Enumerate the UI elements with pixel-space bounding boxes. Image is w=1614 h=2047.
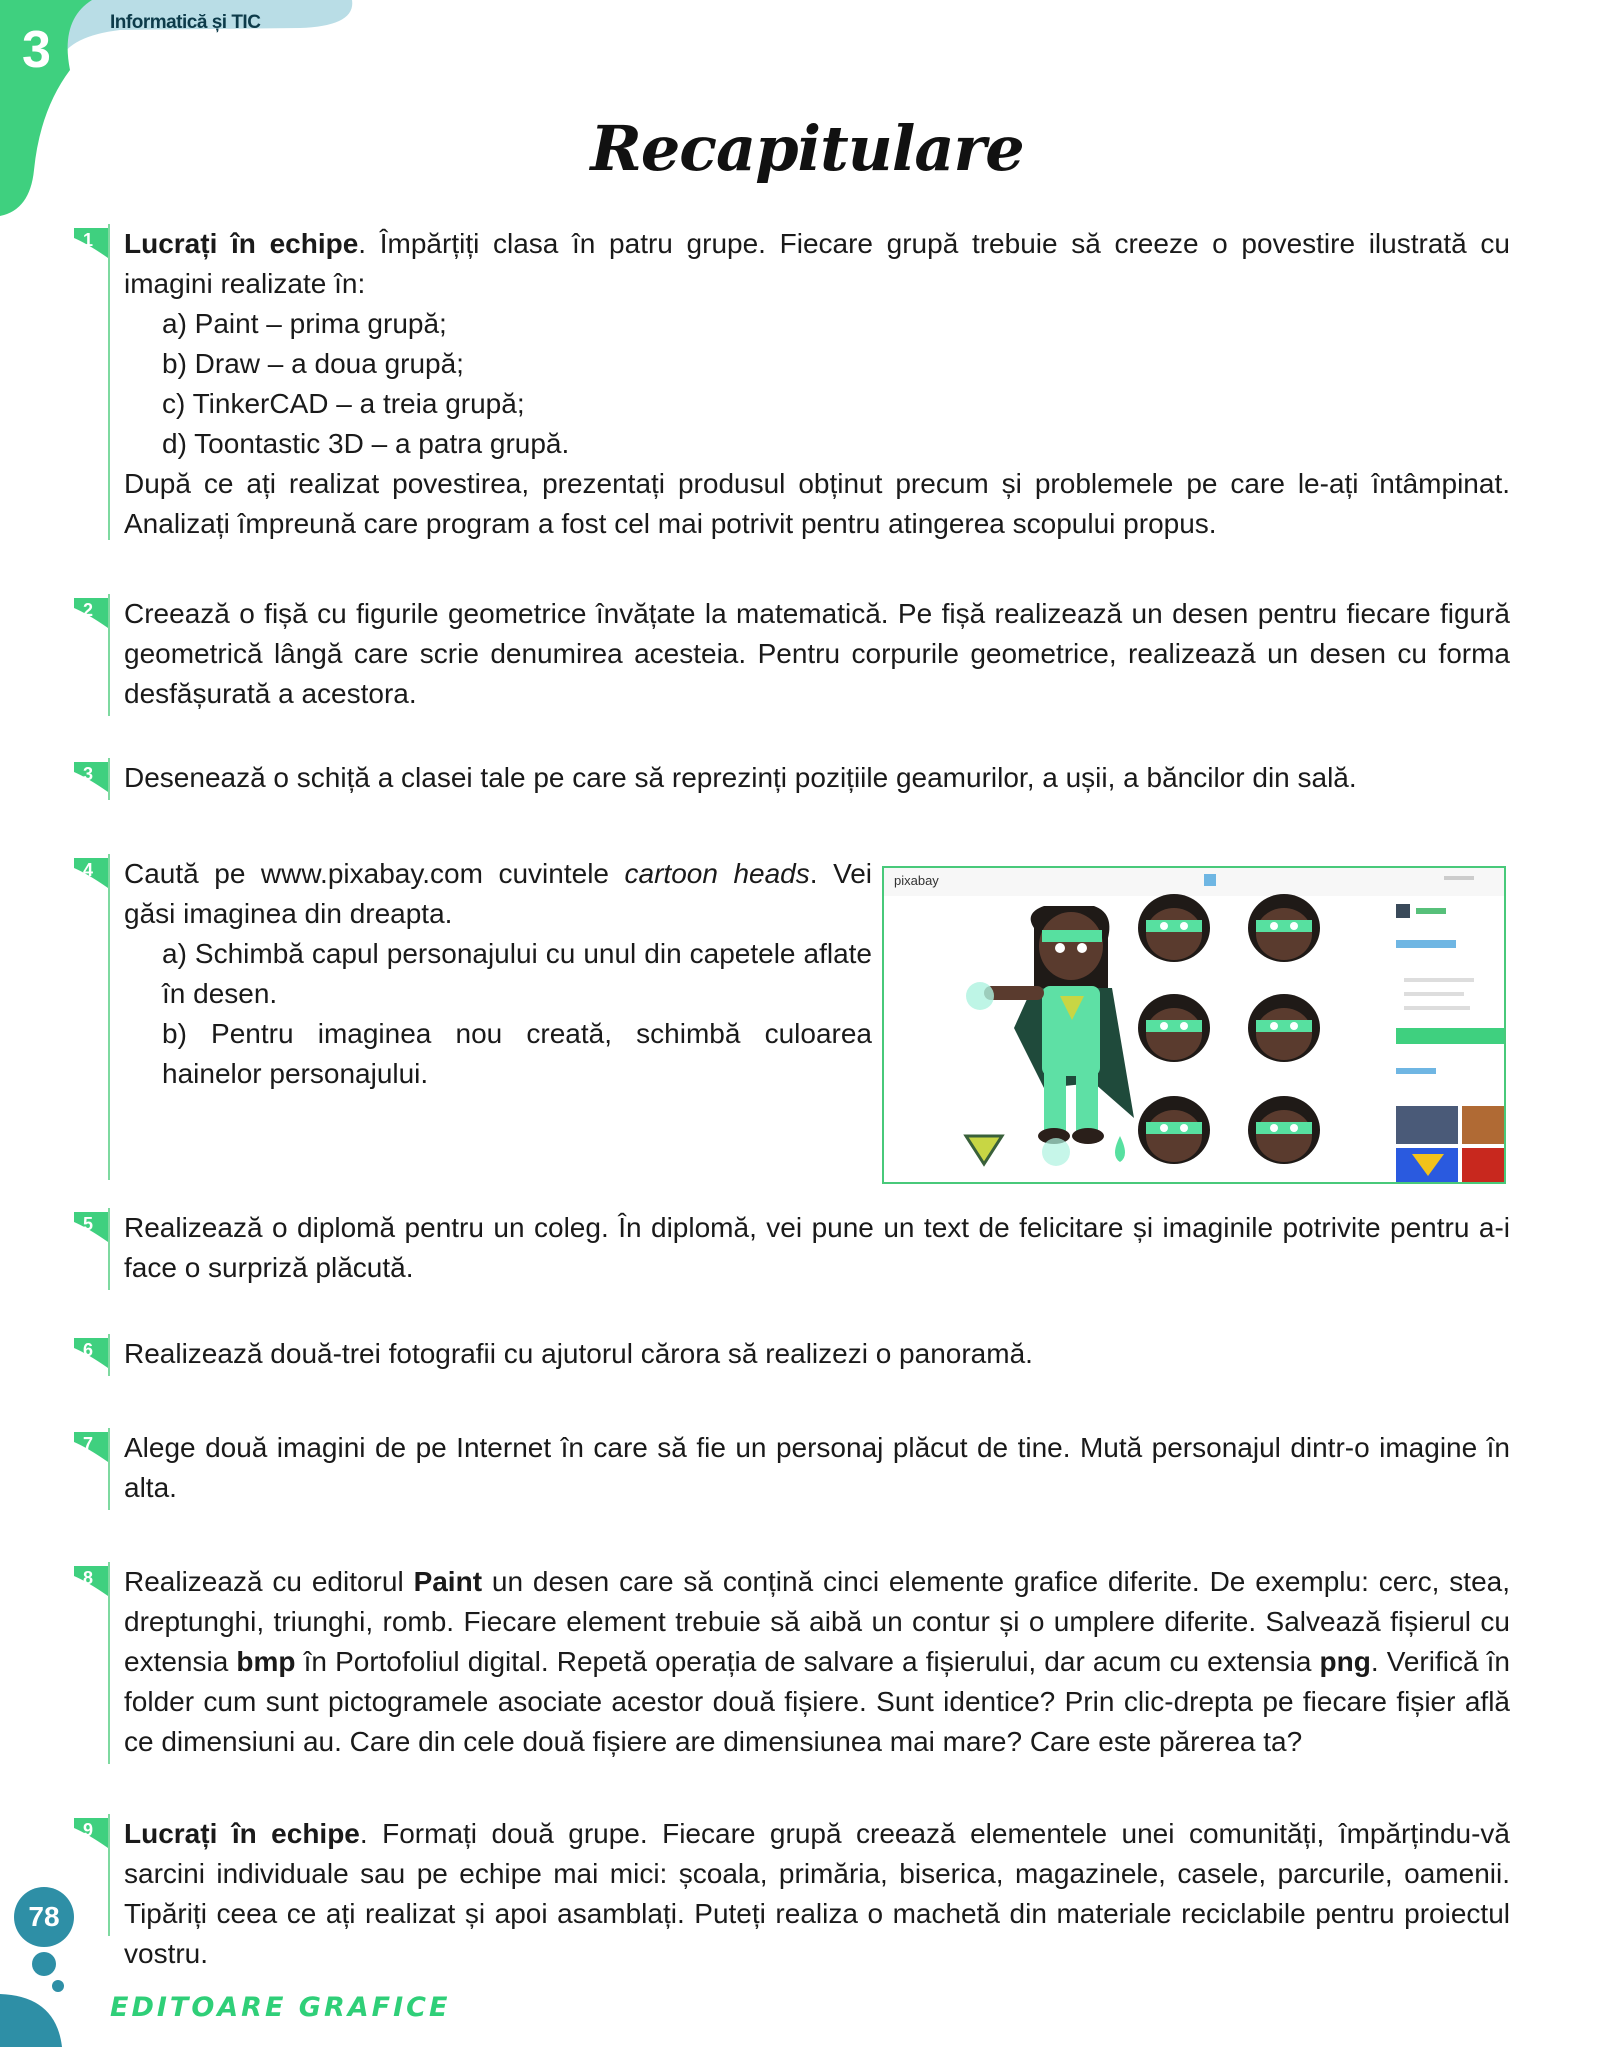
exercise-text: un desen care să conțină cinci elemente grafice diferite. De exemplu: cerc, stea, dreptunghi, triunghi, romb. Fiecare element trebuie să aibă un contur și o umplere diferite. Salvează fișierul cu extensia bbox=[124, 1566, 1510, 1677]
exercise-1 bbox=[82, 224, 1511, 540]
exercise-5 bbox=[82, 1208, 1510, 1290]
exercise-text: în Portofoliul digital. Repetă operația de salvare a fișierului, dar acum cu extensia bbox=[295, 1646, 1320, 1677]
list-item: a) Schimbă capul personajului cu unul din capetele aflate în desen. bbox=[162, 938, 872, 1009]
exercise-8 bbox=[82, 1562, 1510, 1764]
exercise-text: . Verifică în folder cum sunt pictogramele asociate acestor două fișiere. Sunt identice? Prin clic-drepta pe fiecare fișier află ce dimensiuni au. Care din cele două fișiere are dimensiunea mai mare? Care este părerea ta? bbox=[124, 1646, 1510, 1757]
exercise-text: . Împărțiți clasa în patru grupe. Fiecare grupă trebuie să creeze o povestire ilustrată cu imagini realizate în: bbox=[124, 228, 1511, 299]
list-item: a) Paint – prima grupă; bbox=[162, 308, 447, 339]
character-illustration bbox=[966, 906, 1134, 1166]
exercise-7 bbox=[82, 1428, 1510, 1510]
chapter-footer-title: EDITOARE GRAFICE bbox=[110, 1992, 451, 2023]
keyword: png bbox=[1319, 1646, 1371, 1677]
cartoon-heads-grid bbox=[1138, 894, 1320, 1164]
list-item: b) Draw – a doua grupă; bbox=[162, 348, 464, 379]
exercise-number-badge: 4 bbox=[74, 858, 112, 890]
exercise-lead-bold: Lucrați în echipe bbox=[124, 1818, 360, 1849]
list-item: c) TinkerCAD – a treia grupă; bbox=[162, 388, 525, 419]
exercise-lead-bold: Lucrați în echipe bbox=[124, 228, 359, 259]
exercise-text: Realizează o diplomă pentru un coleg. În diplomă, vei pune un text de felicitare și imaginile potrivite pentru a-i face o surpriză plăcută. bbox=[124, 1212, 1510, 1283]
exercise-3 bbox=[82, 758, 1510, 800]
exercise-number-badge: 3 bbox=[74, 762, 112, 794]
exercise-number-badge: 5 bbox=[74, 1212, 112, 1244]
exercise-text: Creează o fișă cu figurile geometrice învățate la matematică. Pe fișă realizează un desen pentru fiecare figură geometrică lângă care scrie denumirea acesteia. Pentru corpurile geometrice, realizează un desen cu forma desfășurată a acestora. bbox=[124, 598, 1510, 709]
exercise-number-badge: 6 bbox=[74, 1338, 112, 1370]
exercise-text: . Vei găsi imaginea din dreapta. bbox=[124, 858, 872, 929]
exercise-text: . Formați două grupe. Fiecare grupă creează elementele unei comunități, împărțindu-vă sarcini individuale sau pe echipe mai mici: școala, primăria, biserica, magazinele, casele, parcurile, oamenii. Tipăriți ceea ce ați realizat și apoi asamblați. Puteți realiza o machetă din materiale reciclabile pentru proiectul vostru. bbox=[124, 1818, 1510, 1969]
sidebar-panel bbox=[1396, 904, 1504, 1182]
list-item: b) Pentru imaginea nou creată, schimbă culoarea hainelor personajului. bbox=[162, 1018, 872, 1089]
exercise-text: Alege două imagini de pe Internet în care să fie un personaj plăcut de tine. Mută personajul dintr-o imagine în alta. bbox=[124, 1432, 1510, 1503]
exercise-closing: După ce ați realizat povestirea, prezentați produsul obținut precum și problemele pe care le-ați întâmpinat. Analizați împreună care program a fost cel mai potrivit pentru atingerea scopului propus. bbox=[124, 468, 1510, 539]
exercise-text: Realizează cu editorul bbox=[124, 1566, 414, 1597]
exercise-number-badge: 2 bbox=[74, 598, 112, 630]
exercise-number-badge: 9 bbox=[74, 1818, 112, 1850]
exercise-text: Realizează două-trei fotografii cu ajutorul cărora să realizezi o panoramă. bbox=[124, 1338, 1033, 1369]
exercise-2 bbox=[82, 594, 1510, 716]
pixabay-screenshot bbox=[882, 866, 1506, 1184]
search-term: cartoon heads bbox=[624, 858, 810, 889]
exercise-9 bbox=[82, 1814, 1510, 1969]
exercise-6 bbox=[82, 1334, 1510, 1376]
exercise-text: Caută pe www.pixabay.com cuvintele bbox=[124, 858, 625, 889]
site-logo: pixabay bbox=[894, 873, 939, 888]
exercise-number-badge: 8 bbox=[74, 1566, 112, 1598]
footer-decoration bbox=[0, 1950, 80, 2047]
keyword: Paint bbox=[413, 1566, 483, 1597]
subject-label: Informatică și TIC bbox=[110, 12, 261, 33]
chapter-number: 3 bbox=[22, 21, 51, 79]
exercise-number-badge: 1 bbox=[74, 228, 112, 260]
exercise-text: Desenează o schiță a clasei tale pe care să reprezinți pozițiile geamurilor, a ușii, a băncilor din sală. bbox=[124, 762, 1357, 793]
keyword: bmp bbox=[236, 1646, 296, 1677]
exercise-number-badge: 7 bbox=[74, 1432, 112, 1464]
list-item: d) Toontastic 3D – a patra grupă. bbox=[162, 428, 570, 459]
page-number: 78 bbox=[14, 1887, 74, 1947]
page-title: Recapitulare bbox=[590, 112, 1024, 185]
